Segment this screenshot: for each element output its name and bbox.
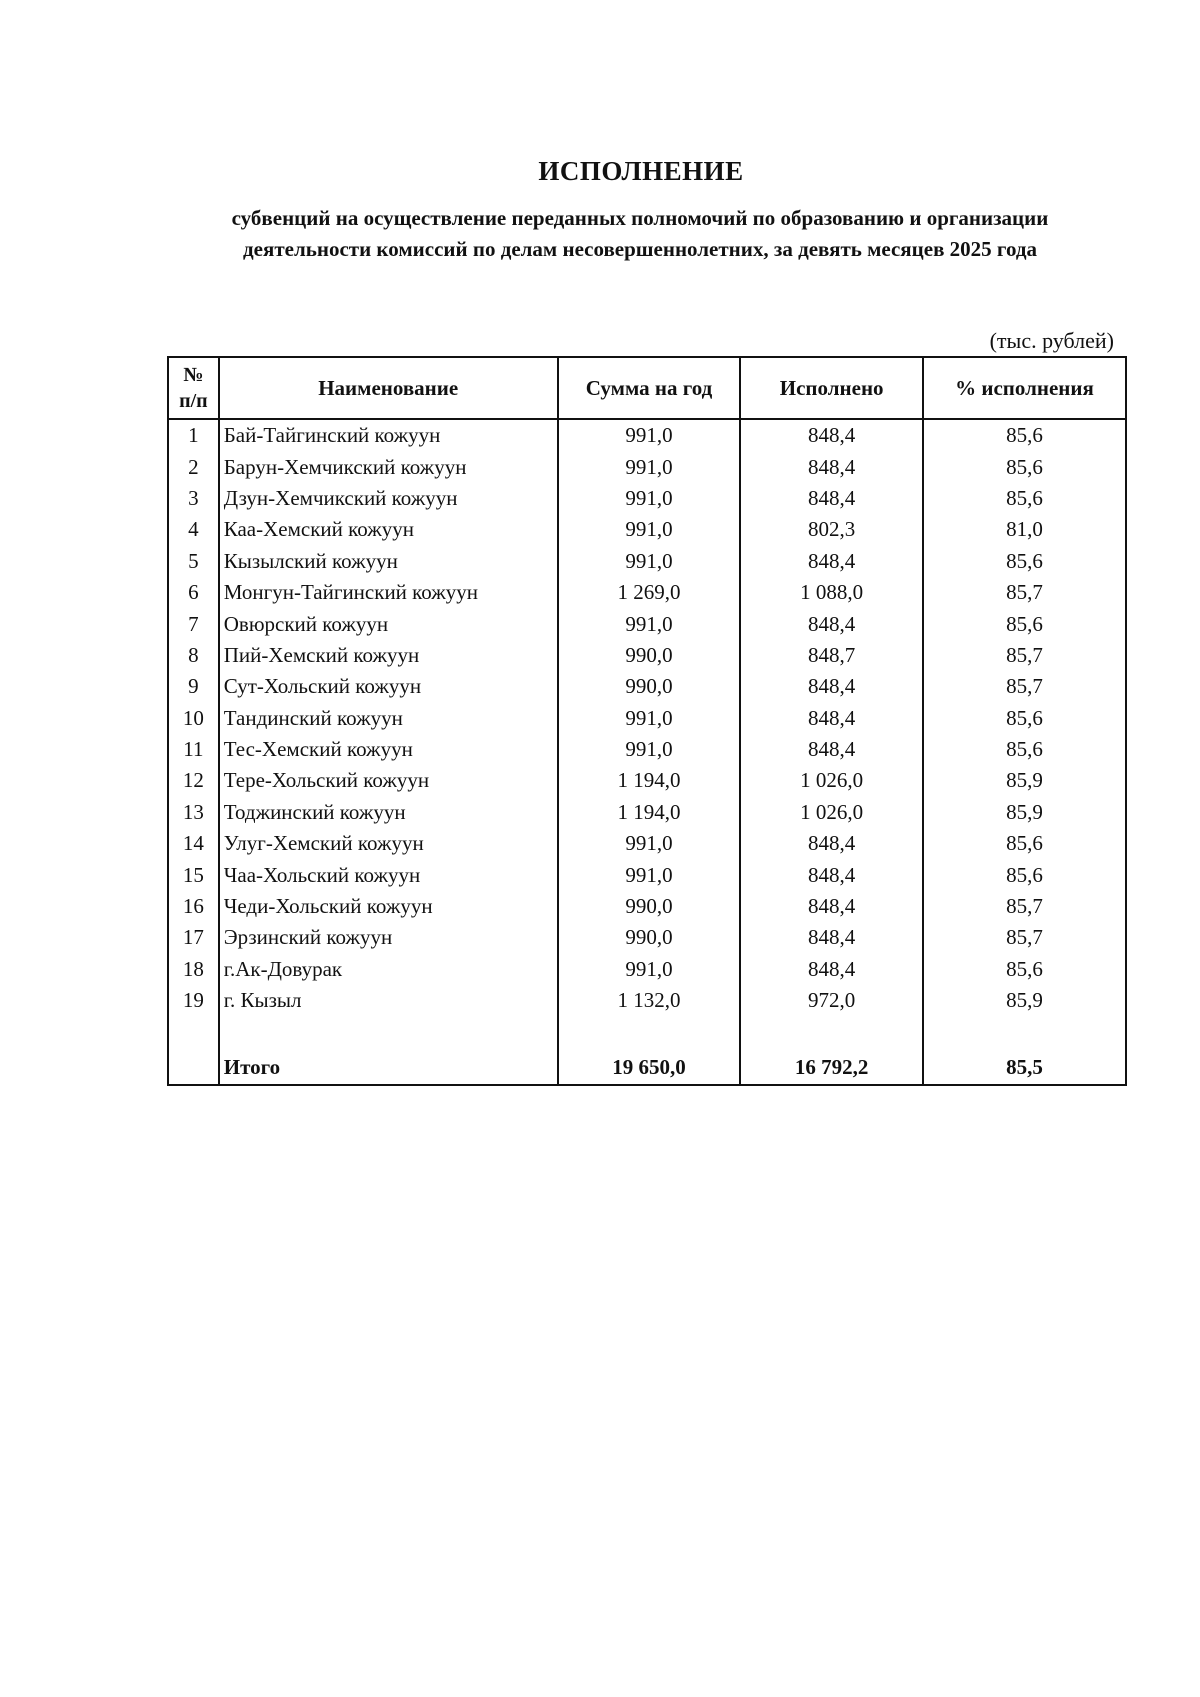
cell-done: 848,4: [740, 608, 923, 639]
table-row: [168, 765, 1126, 796]
table-row: [168, 451, 1126, 482]
cell-done: 848,4: [740, 419, 923, 451]
header-pct: % исполнения: [923, 357, 1126, 419]
cell-pct: 85,6: [923, 483, 1126, 514]
table-row: [168, 954, 1126, 985]
cell-name: Бай-Тайгинский кожуун: [219, 419, 558, 451]
cell-pct: 85,7: [923, 671, 1126, 702]
cell-name: Овюрский кожуун: [219, 608, 558, 639]
cell-num: 17: [168, 922, 219, 953]
cell-done: 848,4: [740, 828, 923, 859]
cell-pct: 85,6: [923, 734, 1126, 765]
cell-plan: 1 269,0: [558, 577, 741, 608]
cell-name: г.Ак-Довурак: [219, 954, 558, 985]
cell-pct: 85,6: [923, 451, 1126, 482]
spacer-cell: [168, 1016, 219, 1050]
spacer-row: [168, 1016, 1126, 1050]
cell-plan: 1 194,0: [558, 797, 741, 828]
cell-plan: 991,0: [558, 451, 741, 482]
spacer-cell: [558, 1016, 741, 1050]
execution-table: [167, 356, 1127, 1086]
cell-done: 972,0: [740, 985, 923, 1016]
cell-name: Чаа-Хольский кожуун: [219, 859, 558, 890]
cell-num: 14: [168, 828, 219, 859]
cell-pct: 85,6: [923, 703, 1126, 734]
cell-name: Каа-Хемский кожуун: [219, 514, 558, 545]
cell-num: 5: [168, 546, 219, 577]
table-row: [168, 828, 1126, 859]
cell-done: 848,4: [740, 734, 923, 765]
cell-num: 4: [168, 514, 219, 545]
table-row: [168, 985, 1126, 1016]
table-row: [168, 483, 1126, 514]
cell-done: 1 026,0: [740, 765, 923, 796]
cell-num: 7: [168, 608, 219, 639]
table-row: [168, 577, 1126, 608]
cell-name: Чеди-Хольский кожуун: [219, 891, 558, 922]
table-row: [168, 608, 1126, 639]
table-body: [168, 419, 1126, 1085]
total-cell-plan: 19 650,0: [558, 1050, 741, 1085]
cell-plan: 990,0: [558, 671, 741, 702]
header-done: Исполнено: [740, 357, 923, 419]
cell-done: 848,4: [740, 703, 923, 734]
cell-plan: 991,0: [558, 608, 741, 639]
cell-num: 16: [168, 891, 219, 922]
cell-done: 848,4: [740, 451, 923, 482]
spacer-cell: [923, 1016, 1126, 1050]
cell-plan: 991,0: [558, 828, 741, 859]
cell-pct: 85,9: [923, 765, 1126, 796]
cell-plan: 990,0: [558, 922, 741, 953]
cell-done: 848,4: [740, 922, 923, 953]
cell-num: 18: [168, 954, 219, 985]
cell-done: 848,4: [740, 859, 923, 890]
cell-name: Сут-Хольский кожуун: [219, 671, 558, 702]
cell-name: Тандинский кожуун: [219, 703, 558, 734]
cell-name: Монгун-Тайгинский кожуун: [219, 577, 558, 608]
cell-name: Пий-Хемский кожуун: [219, 640, 558, 671]
header-name: Наименование: [219, 357, 558, 419]
cell-pct: 85,6: [923, 828, 1126, 859]
cell-pct: 85,6: [923, 859, 1126, 890]
table-row: [168, 419, 1126, 451]
cell-plan: 991,0: [558, 514, 741, 545]
cell-name: Тере-Хольский кожуун: [219, 765, 558, 796]
cell-plan: 1 194,0: [558, 765, 741, 796]
cell-name: Тоджинский кожуун: [219, 797, 558, 828]
cell-plan: 990,0: [558, 640, 741, 671]
units-label: (тыс. рублей): [989, 328, 1114, 353]
cell-plan: 991,0: [558, 419, 741, 451]
table-row: [168, 891, 1126, 922]
cell-pct: 85,7: [923, 891, 1126, 922]
document-title: ИСПОЛНЕНИЕ: [538, 156, 744, 186]
header-plan: Сумма на год: [558, 357, 741, 419]
cell-plan: 991,0: [558, 483, 741, 514]
cell-num: 9: [168, 671, 219, 702]
cell-num: 15: [168, 859, 219, 890]
cell-name: г. Кызыл: [219, 985, 558, 1016]
cell-plan: 991,0: [558, 859, 741, 890]
table-row: [168, 922, 1126, 953]
table-row: [168, 546, 1126, 577]
cell-plan: 991,0: [558, 954, 741, 985]
cell-num: 1: [168, 419, 219, 451]
cell-pct: 81,0: [923, 514, 1126, 545]
table-row: [168, 859, 1126, 890]
cell-pct: 85,7: [923, 640, 1126, 671]
cell-num: 3: [168, 483, 219, 514]
table-row: [168, 671, 1126, 702]
cell-num: 2: [168, 451, 219, 482]
cell-plan: 990,0: [558, 891, 741, 922]
cell-name: Эрзинский кожуун: [219, 922, 558, 953]
table-row: [168, 514, 1126, 545]
cell-num: 12: [168, 765, 219, 796]
cell-num: 8: [168, 640, 219, 671]
cell-pct: 85,7: [923, 577, 1126, 608]
cell-plan: 991,0: [558, 703, 741, 734]
table-row: [168, 640, 1126, 671]
table-row: [168, 734, 1126, 765]
cell-pct: 85,7: [923, 922, 1126, 953]
cell-name: Кызылский кожуун: [219, 546, 558, 577]
header-num: [168, 357, 219, 419]
cell-done: 848,7: [740, 640, 923, 671]
cell-done: 848,4: [740, 954, 923, 985]
cell-num: 13: [168, 797, 219, 828]
cell-name: Барун-Хемчикский кожуун: [219, 451, 558, 482]
spacer-cell: [219, 1016, 558, 1050]
cell-num: 11: [168, 734, 219, 765]
cell-done: 848,4: [740, 483, 923, 514]
cell-done: 848,4: [740, 546, 923, 577]
cell-pct: 85,9: [923, 797, 1126, 828]
cell-num: 19: [168, 985, 219, 1016]
total-row: [168, 1050, 1126, 1085]
cell-pct: 85,9: [923, 985, 1126, 1016]
cell-num: 6: [168, 577, 219, 608]
cell-done: 848,4: [740, 671, 923, 702]
cell-plan: 991,0: [558, 546, 741, 577]
cell-name: Тес-Хемский кожуун: [219, 734, 558, 765]
cell-name: Улуг-Хемский кожуун: [219, 828, 558, 859]
cell-plan: 1 132,0: [558, 985, 741, 1016]
cell-pct: 85,6: [923, 419, 1126, 451]
total-cell-num: [168, 1050, 219, 1085]
cell-plan: 991,0: [558, 734, 741, 765]
table-row: [168, 797, 1126, 828]
total-cell-pct: 85,5: [923, 1050, 1126, 1085]
total-cell-name: Итого: [219, 1050, 558, 1085]
cell-done: 802,3: [740, 514, 923, 545]
cell-pct: 85,6: [923, 546, 1126, 577]
cell-done: 1 088,0: [740, 577, 923, 608]
document-subtitle: субвенций на осуществление переданных полномочий по образованию и организации деятельности комиссий по делам несовершеннолетних, за девять месяцев 2025 года: [231, 206, 1049, 261]
cell-done: 1 026,0: [740, 797, 923, 828]
table-row: [168, 703, 1126, 734]
header-num-label: № п/п: [179, 364, 208, 412]
total-cell-done: 16 792,2: [740, 1050, 923, 1085]
spacer-cell: [740, 1016, 923, 1050]
table-header-row: [168, 357, 1126, 419]
cell-num: 10: [168, 703, 219, 734]
cell-pct: 85,6: [923, 608, 1126, 639]
cell-name: Дзун-Хемчикский кожуун: [219, 483, 558, 514]
cell-pct: 85,6: [923, 954, 1126, 985]
cell-done: 848,4: [740, 891, 923, 922]
